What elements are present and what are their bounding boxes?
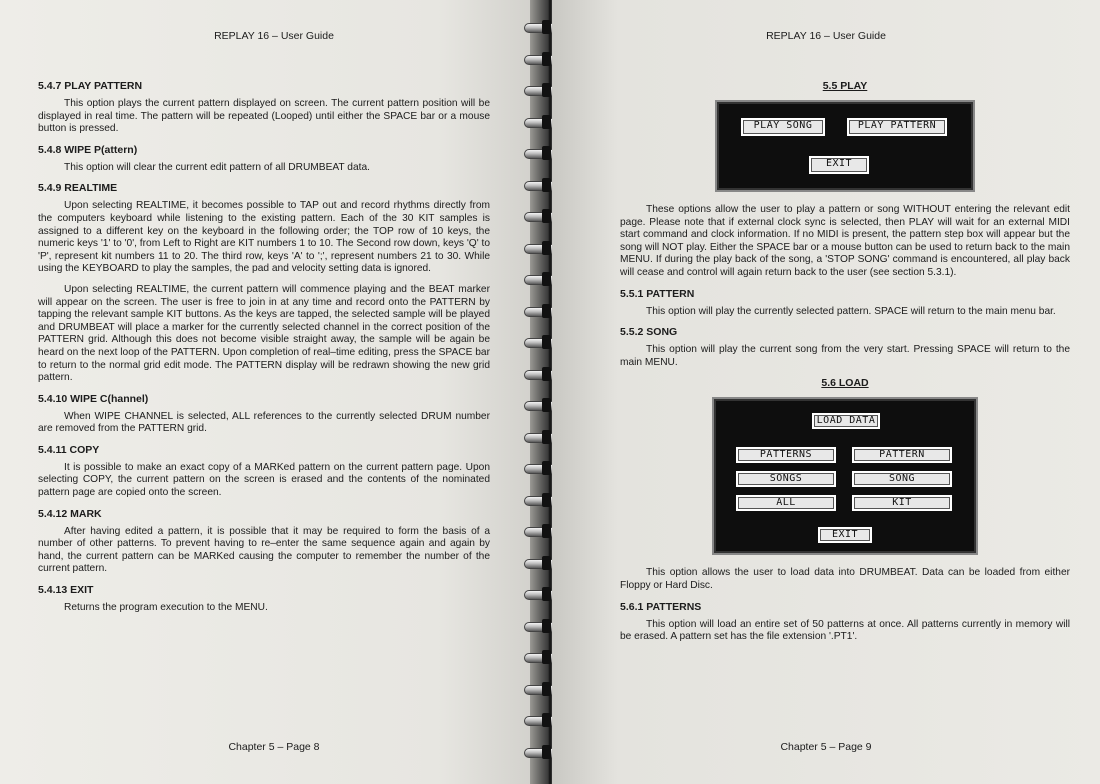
paragraph: This option will load an entire set of 50 patterns at once. All patterns currently in memory will be erased. A pattern set has the file extension '.PT1'. — [620, 618, 1070, 643]
section-heading: 5.4.12 MARK — [38, 507, 102, 520]
section-heading: 5.4.9 REALTIME — [38, 182, 118, 195]
play-song-button[interactable]: PLAY SONG — [741, 118, 825, 136]
right-page — [552, 0, 1100, 784]
section-heading-5-6-1: 5.6.1 PATTERNS — [620, 600, 702, 613]
load-patterns-button[interactable]: PATTERNS — [736, 447, 836, 463]
running-head: REPLAY 16 – User Guide — [766, 30, 886, 42]
left-page — [0, 0, 548, 784]
load-pattern-button[interactable]: PATTERN — [852, 447, 952, 463]
load-song-button[interactable]: SONG — [852, 471, 952, 487]
paragraph: Returns the program execution to the MENU. — [64, 602, 268, 614]
paragraph: Upon selecting REALTIME, it becomes possible to TAP out and record rhythms directly from the computers keyboard while listening to the existing pattern. Each of the 30 KIT samples is assigned to a different key on the keyboard in the following order; the TOP row of 10 keys, the numeric keys '1' to '0', from Left to Right are KIT numbers 1 to 10. The Second row down, keys 'Q' to 'P', represent kit numbers 11 to 20. The third row, keys 'A' to ';', represent numbers 21 to 30. While using the KEYBOARD to play the samples, the pad and velocity setting data is ignored. — [38, 200, 490, 275]
paragraph: When WIPE CHANNEL is selected, ALL references to the currently selected DRUM number are removed from the PATTERN grid. — [38, 410, 490, 435]
section-heading: 5.4.7 PLAY PATTERN — [38, 80, 143, 92]
section-heading: 5.4.10 WIPE C(hannel) — [38, 392, 149, 405]
page-footer: Chapter 5 – Page 8 — [228, 741, 320, 753]
paragraph: These options allow the user to play a pattern or song WITHOUT entering the relevant edit page. Please note that if external clock sync is selected, then PLAY will wait for an external MIDI start command and clock information. If no MIDI is present, the pattern step box will appear but the song will NOT play. Either the SPACE bar or a mouse button can be used to return back to the main MENU. If during the play back of the song, a 'STOP SONG' command is encountered, all play back will cease and control will again return back to the user (see section 5.3.1). — [620, 204, 1070, 278]
section-5-4-10 — [38, 393, 490, 436]
right-content — [620, 80, 1070, 652]
section-5-4-9 — [38, 182, 490, 384]
load-menu-screenshot — [714, 399, 976, 553]
paragraph: This option will clear the current edit pattern of all DRUMBEAT data. — [64, 161, 370, 173]
section-5-4-12 — [38, 508, 490, 576]
section-5-4-8 — [38, 144, 490, 175]
section-heading-5-5: 5.5 PLAY — [822, 80, 868, 92]
section-heading-5-6: 5.6 LOAD — [821, 377, 869, 390]
left-content — [38, 80, 490, 623]
play-pattern-button[interactable]: PLAY PATTERN — [847, 118, 947, 136]
running-head: REPLAY 16 – User Guide — [214, 30, 334, 42]
section-heading-5-5-2: 5.5.2 SONG — [620, 326, 678, 339]
section-heading: 5.4.11 COPY — [38, 443, 100, 456]
paragraph: Upon selecting REALTIME, the current pattern will commence playing and the BEAT marker will appear on the screen. The user is free to join in at any time and record onto the PATTERN by tapping the relevant sample KIT buttons. As the keys are tapped, the selected sample will be played and DRUMBEAT will place a marker for the currently selected channel in the correct position of the PATTERN grid. Although this does not become visible straight away, the sample will be again be heard on the next loop of the PATTERN. Upon completion of real–time editing, press the SPACE bar to return to the normal grid edit mode. The PATTERN display will be redrawn showing the new grid pattern. — [38, 283, 490, 384]
play-menu-screenshot — [717, 102, 973, 190]
section-heading-5-5-1: 5.5.1 PATTERN — [620, 287, 695, 300]
load-songs-button[interactable]: SONGS — [736, 471, 836, 487]
load-exit-button[interactable]: EXIT — [818, 527, 872, 543]
paragraph: This option will play the currently selected pattern. SPACE will return to the main menu bar. — [646, 305, 1056, 317]
paragraph: This option plays the current pattern displayed on screen. The current pattern position will be displayed in real time. The pattern will be repeated (Looped) until either the SPACE bar or a mouse button is pressed. — [38, 98, 490, 135]
section-heading: 5.4.8 WIPE P(attern) — [38, 143, 138, 156]
section-5-4-7 — [38, 80, 490, 136]
load-all-button[interactable]: ALL — [736, 495, 836, 511]
paragraph: This option allows the user to load data into DRUMBEAT. Data can be loaded from either Floppy or Hard Disc. — [620, 567, 1070, 591]
page-footer: Chapter 5 – Page 9 — [780, 741, 872, 753]
exit-button[interactable]: EXIT — [809, 156, 869, 174]
load-kit-button[interactable]: KIT — [852, 495, 952, 511]
section-5-4-11 — [38, 444, 490, 500]
paragraph: It is possible to make an exact copy of a MARKed pattern on the current pattern page. Upon selecting COPY, the current pattern on the screen is erased and the contents of the nominated pattern page are copied onto the screen. — [38, 461, 490, 499]
paragraph: This option will play the current song from the very start. Pressing SPACE will return to the main MENU. — [620, 344, 1070, 368]
section-5-4-13 — [38, 584, 490, 615]
load-data-title: LOAD DATA — [812, 413, 880, 429]
section-heading: 5.4.13 EXIT — [38, 584, 94, 597]
paragraph: After having edited a pattern, it is possible that it may be required to form the basis of a number of other patterns. To prevent having to re–enter the same sequence again and again by hand, the current pattern can be MARKed causing the computer to remember the number of the current pattern. — [38, 525, 490, 575]
